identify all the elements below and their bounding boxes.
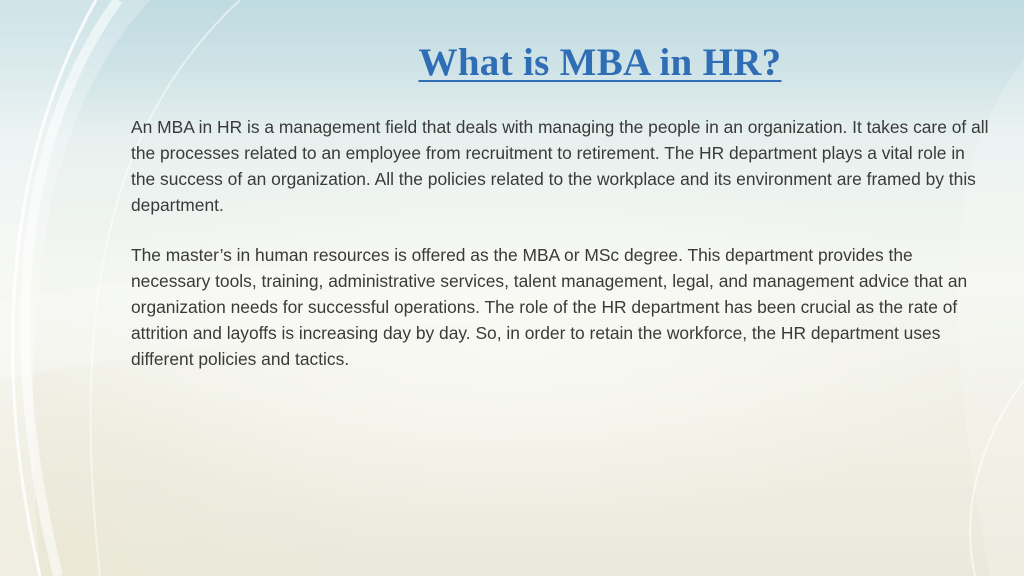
paragraph-mba-in-hr-definition: An MBA in HR is a management field that deals with managing the people in an organization. It takes care of all the processes related to an employee from recruitment to retirement. The HR department plays a vital role in the success of an organization. All the policies related to the workplace and its environment are framed by this department. [131,117,989,215]
paragraph-masters-in-human-resources: The master’s in human resources is offered as the MBA or MSc degree. This department provides the necessary tools, training, administrative services, talent management, legal, and management advice that an organization needs for successful operations. The role of the HR department has been crucial as the rate of attrition and layoffs is increasing day by day. So, in order to retain the workforce, the HR department uses different policies and tactics. [131,245,968,369]
slide-title: What is MBA in HR? [418,41,782,84]
slide-body [131,114,991,396]
